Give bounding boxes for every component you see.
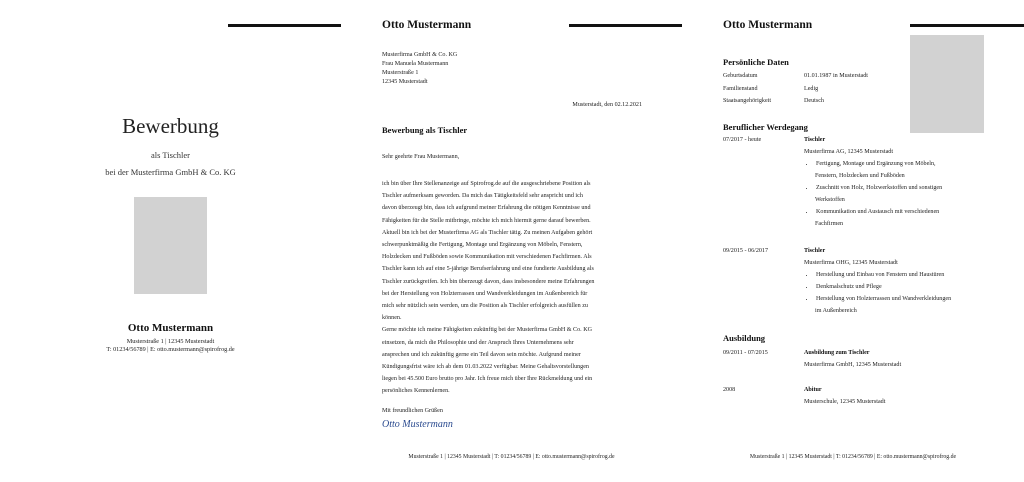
career-heading: Beruflicher Werdegang	[723, 122, 808, 132]
career-task: • Zuschnitt von Holz, Holzwerkstoffen und sonstigen	[815, 182, 984, 194]
career-entry	[804, 245, 984, 317]
body-line: Aktuell bin ich bei der Musterfirma AG als Tischler tätig. Zu meinen Aufgaben gehört	[382, 229, 593, 236]
cover-name: Otto Mustermann	[127, 322, 214, 334]
career-entry-date: 09/2015 - 06/2017	[723, 248, 769, 254]
letter-top-rule	[569, 24, 682, 27]
career-task-continued: Werkstoffen	[815, 197, 845, 203]
cover-letter-page	[341, 0, 682, 482]
body-line: bei der Herstellung von Holzterrassen und Wandverkleidungen im Außenbereich für	[382, 290, 588, 297]
body-line: ansprechen und ich zukünftig gerne ein Teil davon sein möchte. Aufgrund meiner	[382, 351, 581, 358]
letter-salutation: Sehr geehrte Frau Mustermann,	[382, 154, 460, 160]
personal-data-heading: Persönliche Daten	[723, 57, 789, 67]
career-task: • Herstellung und Einbau von Fenstern und Haustüren	[815, 269, 984, 281]
education-entry-title: Abitur	[804, 387, 822, 393]
nationality-value: Deutsch	[804, 98, 824, 104]
applicant-photo-placeholder	[134, 197, 207, 294]
cv-page	[682, 0, 1024, 482]
education-entry	[804, 384, 984, 408]
career-entry	[804, 134, 984, 230]
body-line: Gerne möchte ich meine Fähigkeiten zukünftig bei der Musterfirma GmbH & Co. KG	[382, 327, 593, 334]
recipient-line: Musterfirma GmbH & Co. KG	[382, 52, 458, 58]
body-line: Tischler aufmerksam geworden. Da mich das Tätigkeitsfeld sehr anspricht und ich	[382, 193, 583, 200]
cover-address: Musterstraße 1 | 12345 Musterstadt	[126, 338, 215, 345]
body-line: mich sehr nützlich sein werden, um die Position als Tischler erfolgreich ausfüllen zu	[382, 303, 588, 310]
letter-closing: Mit freundlichen Grüßen	[382, 408, 443, 414]
letter-date: Musterstadt, den 02.12.2021	[572, 102, 642, 108]
body-line: schwerpunktmäßig die Fertigung, Montage und Ergänzung von Möbeln, Fenstern,	[382, 242, 583, 249]
career-task: • Fertigung, Montage und Ergänzung von Möbeln,	[815, 158, 984, 170]
education-heading: Ausbildung	[723, 333, 766, 343]
career-task: • Denkmalschutz und Pflege	[815, 281, 984, 293]
body-line: Fähigkeiten für die Stelle mitbringe, möchte ich mich hiermit gerne darauf bewerben.	[382, 217, 591, 224]
career-entry-company: Musterfirma OHG, 12345 Musterstadt	[804, 260, 898, 266]
career-entry-tasks	[804, 158, 984, 230]
cover-subtitle-line1: als Tischler	[151, 150, 190, 160]
career-entry-title: Tischler	[804, 248, 826, 254]
career-task: • Kommunikation und Austausch mit verschiedenen	[815, 206, 984, 218]
body-line: persönliches Kennenlernen.	[382, 388, 450, 395]
cv-photo-placeholder	[910, 35, 984, 133]
letter-body	[382, 178, 641, 398]
education-entry-title: Ausbildung zum Tischler	[804, 350, 870, 356]
letter-subject: Bewerbung als Tischler	[382, 125, 468, 135]
career-entry-tasks	[804, 269, 984, 317]
letter-name-heading: Otto Mustermann	[382, 19, 472, 31]
career-task-continued: Fenstern, Holzdecken und Fußböden	[815, 173, 905, 179]
career-entry-title: Tischler	[804, 137, 826, 143]
marital-status-label: Familienstand	[723, 86, 758, 92]
body-line: können.	[382, 315, 402, 322]
education-entry-place: Musterfirma GmbH, 12345 Musterstadt	[804, 362, 902, 368]
cover-page	[0, 0, 341, 482]
cover-contact: T: 01234/56789 | E: otto.mustermann@spirofrog.de	[106, 346, 235, 353]
body-line: einsetzen, da mich die Philosophie und der Anspruch Ihres Unternehmens sehr	[382, 339, 574, 346]
body-line: Holzdecken und Fußböden sowie Kommunikation mit verschiedenen Fachfirmen. Als	[382, 254, 592, 261]
letter-footer: Musterstraße 1 | 12345 Musterstadt | T: 01234/56789 | E: otto.mustermann@spirofrog.de	[408, 454, 615, 460]
cover-subtitle-line2: bei der Musterfirma GmbH & Co. KG	[105, 167, 236, 177]
marital-status-value: Ledig	[804, 86, 819, 92]
career-task: • Herstellung von Holzterrassen und Wandverkleidungen	[815, 293, 984, 305]
career-task-continued: Fachfirmen	[815, 221, 844, 227]
body-line: ich bin über Ihre Stellenanzeige auf Spirofrog.de auf die ausgeschriebene Position als	[382, 181, 591, 187]
career-task-continued: im Außenbereich	[815, 308, 857, 314]
cv-top-rule	[910, 24, 1024, 27]
body-line: Tischler zurückgreifen. Ich bin überzeugt davon, dass insbesondere meine Erfahrungen	[382, 278, 595, 285]
recipient-line: Musterstraße 1	[382, 70, 419, 76]
career-entry-date: 07/2017 - heute	[723, 137, 762, 143]
birthdate-value: 01.01.1987 in Musterstadt	[804, 73, 868, 79]
birthdate-label: Geburtsdatum	[723, 73, 758, 79]
education-entry-date: 09/2011 - 07/2015	[723, 350, 768, 356]
education-entry	[804, 347, 984, 371]
recipient-address	[382, 51, 457, 87]
cover-title: Bewerbung	[122, 114, 219, 138]
body-line: Tischler kann ich auf eine 5-jährige Berufserfahrung und eine fundierte Ausbildung als	[382, 266, 594, 273]
cover-top-rule	[228, 24, 341, 27]
recipient-line: 12345 Musterstadt	[382, 79, 428, 85]
recipient-line: Frau Manuela Mustermann	[382, 61, 449, 67]
cv-footer: Musterstraße 1 | 12345 Musterstadt | T: 01234/56789 | E: otto.mustermann@spirofrog.de	[749, 454, 957, 460]
body-line: liegen bei 45.500 Euro brutto pro Jahr. Ich freue mich über Ihre Rückmeldung und ein	[382, 376, 593, 383]
letter-signature: Otto Mustermann	[382, 419, 453, 430]
nationality-label: Staatsangehörigkeit	[723, 98, 772, 104]
body-line: Kündigungsfrist wäre ich ab dem 01.03.2022 verfügbar. Meine Gehaltsvorstellungen	[382, 364, 589, 371]
education-entry-date: 2008	[723, 387, 736, 393]
career-entry-company: Musterfirma AG, 12345 Musterstadt	[804, 149, 894, 155]
body-line: davon überzeugt bin, dass ich aufgrund meiner Erfahrung die nötigen Kenntnisse und	[382, 205, 591, 212]
education-entry-place: Musterschule, 12345 Musterstadt	[804, 399, 886, 405]
cv-name-heading: Otto Mustermann	[723, 19, 813, 31]
